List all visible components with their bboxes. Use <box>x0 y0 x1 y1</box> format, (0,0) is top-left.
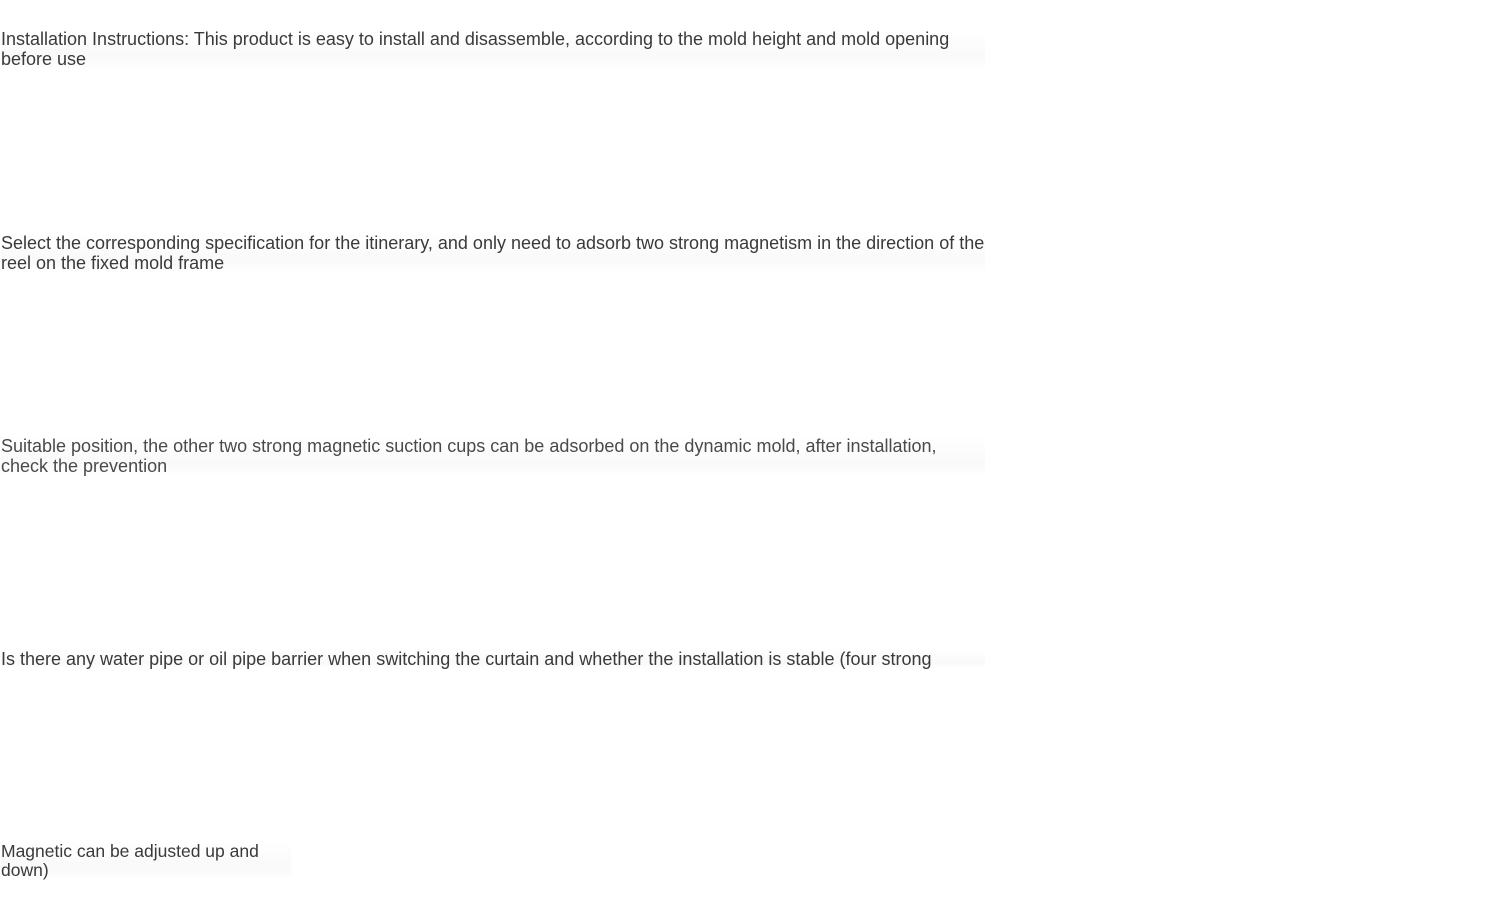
instruction-paragraph-2 <box>1 233 985 273</box>
instruction-text-2: Select the corresponding specification for the itinerary, and only need to adsorb two strong magnetism in the direction of the reel on the fixed mold frame <box>1 233 985 273</box>
instruction-paragraph-5 <box>1 842 291 879</box>
instruction-text-5: Magnetic can be adjusted up and down) <box>1 841 259 880</box>
instruction-text-1: Installation Instructions: This product is easy to install and disassemble, according to the mold height and mold opening before use <box>1 29 950 69</box>
instruction-text-3: Suitable position, the other two strong magnetic suction cups can be adsorbed on the dynamic mold, after installation, check the prevention <box>1 436 937 476</box>
instruction-text-4: Is there any water pipe or oil pipe barrier when switching the curtain and whether the installation is stable (four strong <box>1 649 932 669</box>
instruction-paragraph-4 <box>1 649 985 669</box>
instruction-paragraph-1 <box>1 29 985 69</box>
instruction-paragraph-3 <box>1 436 985 476</box>
